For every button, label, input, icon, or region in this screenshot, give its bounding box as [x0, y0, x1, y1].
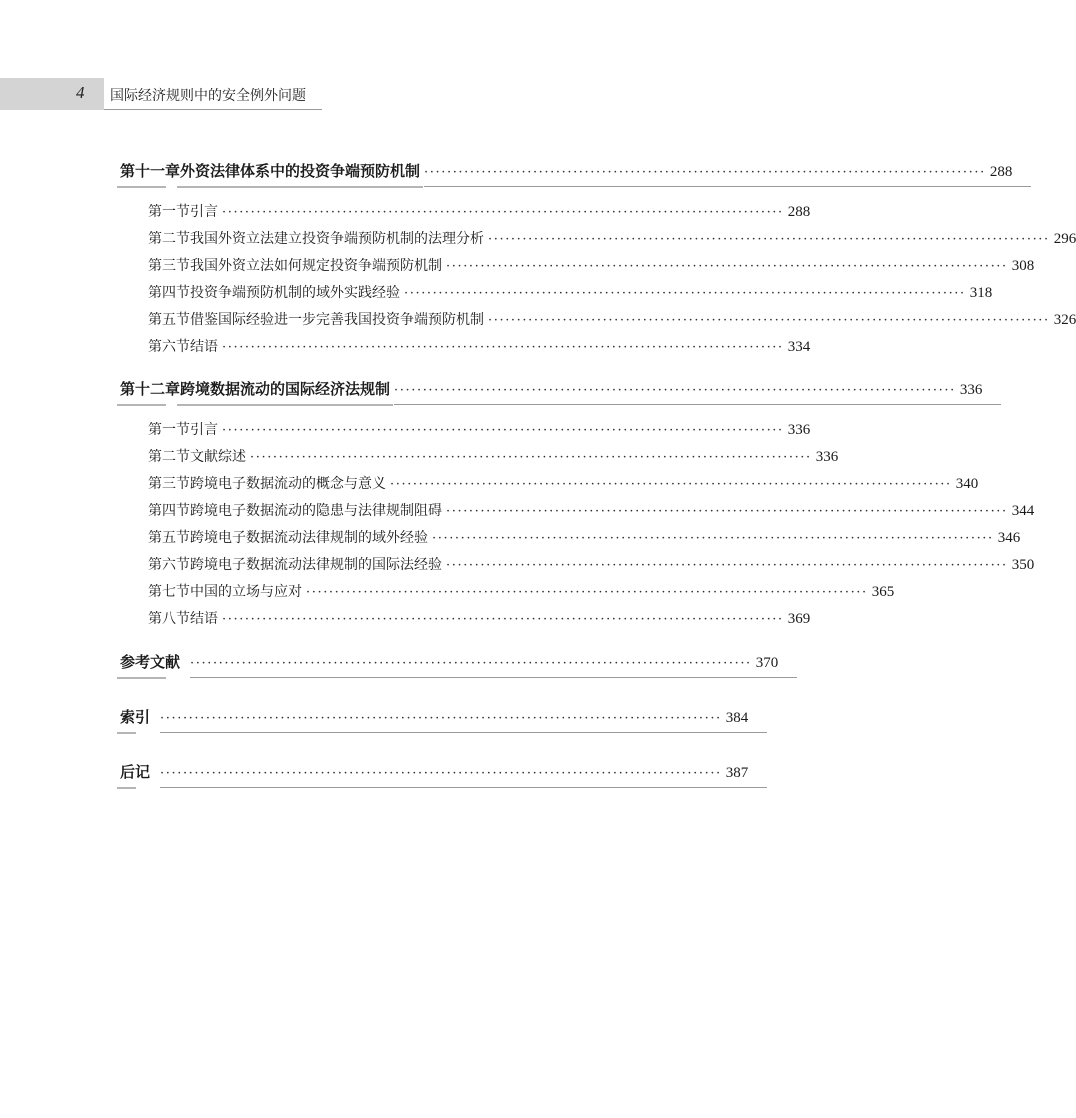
- section-title: 跨境电子数据流动的概念与意义: [190, 476, 386, 492]
- section-title: 引言: [190, 204, 218, 220]
- section-title: 我国外资立法如何规定投资争端预防机制: [190, 258, 442, 274]
- dot-leader: ··································································································: [394, 383, 956, 398]
- section-label: 第一节: [148, 422, 190, 438]
- section-page: 308: [1011, 258, 1035, 274]
- page-number: 4: [76, 83, 85, 102]
- toc-section[interactable]: [148, 201, 811, 221]
- back-matter-title: 索引: [120, 708, 151, 726]
- dot-leader: ··································································································: [222, 612, 784, 627]
- section-page: 336: [787, 422, 811, 438]
- toc-section[interactable]: [148, 500, 1035, 520]
- dot-leader: ··································································································: [160, 766, 722, 781]
- toc-section[interactable]: [148, 282, 993, 302]
- section-title: 文献综述: [190, 449, 246, 465]
- back-matter-page: 370: [755, 655, 779, 671]
- dot-leader: ··································································································: [424, 165, 986, 180]
- section-label: 第七节: [148, 584, 190, 600]
- section-page: 326: [1053, 312, 1076, 328]
- dot-leader: ··································································································: [306, 585, 868, 600]
- dot-leader: ··································································································: [190, 656, 752, 671]
- toc-section[interactable]: [148, 608, 811, 628]
- section-page: 334: [787, 339, 811, 355]
- section-title: 中国的立场与应对: [190, 584, 302, 600]
- section-label: 第三节: [148, 258, 190, 274]
- section-title: 跨境电子数据流动的隐患与法律规制阻碍: [190, 503, 442, 519]
- running-title: 国际经济规则中的安全例外问题: [110, 88, 306, 104]
- section-page: 340: [955, 476, 979, 492]
- section-label: 第四节: [148, 285, 190, 301]
- toc-section[interactable]: [148, 309, 1076, 329]
- chapter-page: 288: [989, 164, 1013, 180]
- dot-leader: ··································································································: [222, 423, 784, 438]
- section-title: 结语: [190, 611, 218, 627]
- dot-leader: ··································································································: [160, 711, 722, 726]
- toc-chapter-11[interactable]: [120, 160, 1013, 181]
- section-label: 第五节: [148, 312, 190, 328]
- toc-index[interactable]: [120, 706, 749, 727]
- section-title: 跨境电子数据流动法律规制的国际法经验: [190, 557, 442, 573]
- section-title: 跨境电子数据流动法律规制的域外经验: [190, 530, 428, 546]
- toc-section[interactable]: [148, 419, 811, 439]
- back-matter-page: 384: [725, 710, 749, 726]
- section-title: 结语: [190, 339, 218, 355]
- dot-leader: ··································································································: [404, 286, 966, 301]
- section-label: 第二节: [148, 231, 190, 247]
- back-matter-page: 387: [725, 765, 749, 781]
- back-matter-title: 后记: [120, 763, 151, 781]
- toc-chapter-12[interactable]: [120, 378, 983, 399]
- back-matter-title: 参考文献: [120, 653, 181, 671]
- dot-leader: ··································································································: [446, 558, 1008, 573]
- section-page: 296: [1053, 231, 1076, 247]
- section-label: 第三节: [148, 476, 190, 492]
- toc-section[interactable]: [148, 228, 1076, 248]
- chapter-page: 336: [959, 382, 983, 398]
- dot-leader: ··································································································: [250, 450, 812, 465]
- chapter-label: 第十一章: [120, 162, 181, 180]
- section-title: 引言: [190, 422, 218, 438]
- toc-section[interactable]: [148, 554, 1035, 574]
- toc-section[interactable]: [148, 446, 839, 466]
- section-label: 第四节: [148, 503, 190, 519]
- chapter-title: 外资法律体系中的投资争端预防机制: [180, 162, 421, 180]
- section-page: 365: [871, 584, 895, 600]
- dot-leader: ··································································································: [222, 205, 784, 220]
- dot-leader: ··································································································: [488, 313, 1050, 328]
- section-page: 369: [787, 611, 811, 627]
- dot-leader: ··································································································: [446, 259, 1008, 274]
- dot-leader: ··································································································: [446, 504, 1008, 519]
- section-label: 第五节: [148, 530, 190, 546]
- dot-leader: ··································································································: [390, 477, 952, 492]
- section-label: 第八节: [148, 611, 190, 627]
- toc-section[interactable]: [148, 336, 811, 356]
- section-page: 344: [1011, 503, 1035, 519]
- dot-leader: ··································································································: [432, 531, 994, 546]
- section-page: 288: [787, 204, 811, 220]
- section-title: 我国外资立法建立投资争端预防机制的法理分析: [190, 231, 484, 247]
- section-title: 借鉴国际经验进一步完善我国投资争端预防机制: [190, 312, 484, 328]
- toc-references[interactable]: [120, 651, 779, 672]
- toc-section[interactable]: [148, 473, 979, 493]
- toc-section[interactable]: [148, 581, 895, 601]
- section-label: 第六节: [148, 557, 190, 573]
- section-label: 第一节: [148, 204, 190, 220]
- chapter-label: 第十二章: [120, 380, 181, 398]
- section-label: 第二节: [148, 449, 190, 465]
- section-label: 第六节: [148, 339, 190, 355]
- toc-section[interactable]: [148, 527, 1021, 547]
- section-page: 318: [969, 285, 993, 301]
- toc-afterword[interactable]: [120, 761, 749, 782]
- section-page: 346: [997, 530, 1021, 546]
- section-page: 336: [815, 449, 839, 465]
- chapter-title: 跨境数据流动的国际经济法规制: [180, 380, 391, 398]
- section-title: 投资争端预防机制的域外实践经验: [190, 285, 400, 301]
- toc-section[interactable]: [148, 255, 1035, 275]
- section-page: 350: [1011, 557, 1035, 573]
- dot-leader: ··································································································: [488, 232, 1050, 247]
- dot-leader: ··································································································: [222, 340, 784, 355]
